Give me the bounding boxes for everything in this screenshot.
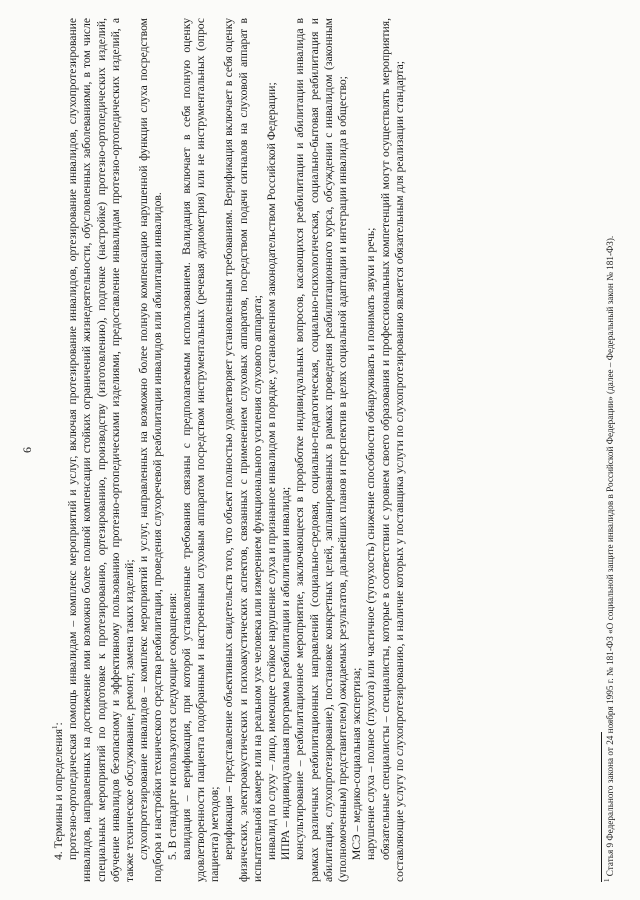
paragraph-prosthetic-care: протезно-ортопедическая помощь инвалидам – комплекс мероприятий и услуг, включая протезирование инвалидов, ортезирование инвалидов, слухопротезирование инвалидов, направленных на достижение ими возможно более полной компенсации стойких ограничений жизнедеятельности, обусловленных заболеваниями, в том числе специальных мероприятий по подготовке к протезированию, ортезированию, производству (изготовлению), подгонке (настройке) протезно-ортопедических изделий, обучение инвалидов безопасному и эффективному пользованию протезно-ортопедическими изделиями, предоставление инвалидам протезно-ортопедических изделий, а также техническое обслуживание, ремонт, замена таких изделий; [66,18,137,882]
paragraph-abbreviations-heading: 5. В стандарте используются следующие сокращения: [165,592,179,860]
page-number: 6 [20,447,34,453]
footnote-area [601,18,616,882]
paragraph-hearing-impairment: нарушение слуха – полное (глухота) или частичное (тугоухость) снижение способности обнаруживать и понимать звуки и речь; [364,227,378,860]
paragraph-verification: верификация – представление объективных свидетельств того, что объект полностью удовлетворяет установленным требованиям. Верификация включает в себя оценку физических, электроакустических и психоакустических аспектов, связанных с применением слуховых аппаратов, посредством подачи сигналов на слуховой аппарат в испытательной камере или на реальном ухе человека или измерением функционального усиления слухового аппарата; [222,18,264,882]
paragraph-validation: валидация – верификация, при которой установленные требования связаны с предполагаемым использованием. Валидация включает в себя полную оценку удовлетворенности пациента подобранным и настроенным слуховым аппаратом посредством инструментальных (речевая аудиометрия) или не инструментальных (опрос пациента) методов; [179,18,222,882]
paragraph-mandatory-specialists: обязательные специалисты – специалисты, которые в соответствии с уровнем своего образования и профессиональных компетенций могут осуществлять мероприятия, составляющие услугу по слухопротезированию, и наличие которых у поставщика услуги по слухопротезированию является обязательным для реализации стандарта; [378,18,406,882]
heading-footnote-mark: 1 [51,725,60,729]
paragraph-hearing-disabled: инвалид по слуху – лицо, имеющее стойкое нарушение слуха и признанное инвалидом в порядке, установленном законодательством Российской Федерации; [265,82,279,860]
footnote-text: Статья 9 Федерального закона от 24 ноября 1995 г. № 181-ФЗ «О социальной защите инвалидов в Российской Федерации» (далее – Федеральный закон № 181-ФЗ). [605,235,615,879]
section-heading [52,18,66,882]
paragraph-mse: МСЭ – медико-социальная экспертиза; [350,667,364,860]
paragraph-ipra: ИПРА – индивидуальная программа реабилитации и абилитации инвалида; [279,486,293,860]
rotated-page [20,10,620,890]
footnote-divider [601,732,602,882]
paragraph-counseling: консультирование – реабилитационное мероприятие, заключающееся в проработке индивидуальных вопросов, касающихся реабилитации и абилитации инвалида в рамках различных реабилитационных направлений (социально-средовая, социально-педагогическая, социально-психологическая, социально-бытовая реабилитация и абилитация, слухопротезирование), постановке конкретных целей, запланированных в рамках проведения реабилитационного курса, обсуждении с инвалидом (законным (уполномоченным) представителем) ожидаемых результатов, дальнейших планов и перспектив в целях социальной адаптации и интеграции инвалида в общество; [293,18,350,882]
heading-text: 4. Термины и определения [52,728,65,860]
footnote-mark: 1 [602,878,611,882]
footnote [602,18,616,882]
paragraph-hearing-prosthetics: слухопротезирование инвалидов – комплекс мероприятий и услуг, направленных на возможно более полную компенсацию нарушенной функции слуха посредством подбора и настройки технического средства реабилитации, проведения слухоречевой реабилитации инвалидов или абилитации инвалидов. [137,18,165,882]
heading-suffix: : [52,722,65,726]
document-body [52,18,407,882]
